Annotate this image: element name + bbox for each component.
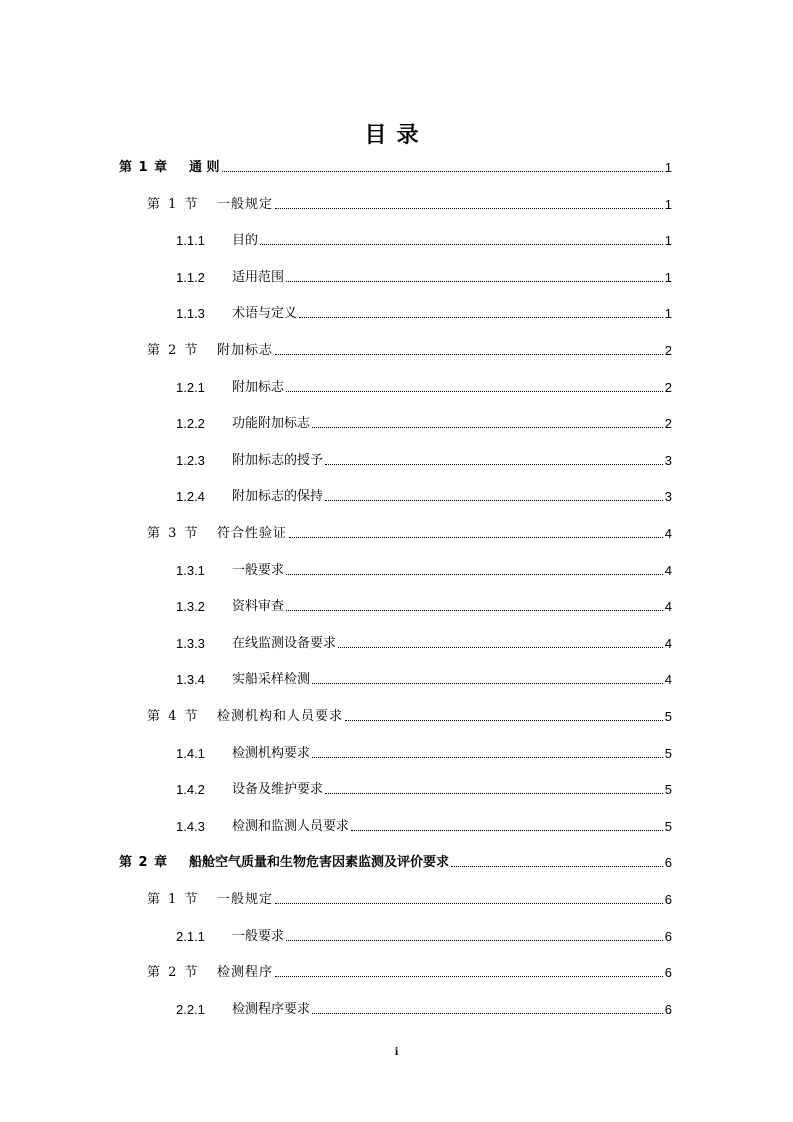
toc-entry-title: 符合性验证 — [217, 526, 288, 541]
toc-entry-title: 一般规定 — [217, 892, 274, 907]
toc-entry[interactable] — [147, 961, 672, 981]
toc-entry-number: 1.2.4 — [176, 489, 205, 505]
toc-entry-page: 4 — [664, 526, 672, 541]
toc-entry-number: 1.2.1 — [176, 379, 205, 395]
toc-entry-title: 术语与定义 — [232, 306, 298, 322]
toc-entry-page: 6 — [664, 855, 672, 871]
toc-entry-page: 5 — [664, 782, 672, 798]
toc-dot-leader — [286, 390, 663, 392]
toc-entry-page: 1 — [664, 306, 672, 322]
toc-entry[interactable] — [176, 302, 672, 322]
toc-entry-title: 一般要求 — [232, 928, 285, 944]
toc-entry-number: 1.4.3 — [176, 818, 205, 834]
toc-entry[interactable] — [147, 705, 672, 725]
toc-entry[interactable] — [176, 266, 672, 286]
toc-dot-leader — [275, 975, 663, 977]
toc-entry-number: 2.1.1 — [176, 928, 205, 944]
toc-dot-leader — [351, 829, 663, 831]
toc-entry-number: 第 3 节 — [147, 526, 200, 541]
toc-entry[interactable] — [176, 998, 672, 1018]
toc-entry[interactable] — [119, 851, 672, 871]
toc-dot-leader — [275, 207, 663, 209]
toc-entry-page: 4 — [664, 599, 672, 615]
toc-entry-title: 附加标志 — [232, 379, 285, 395]
toc-entry-number: 1.4.2 — [176, 782, 205, 798]
toc-entry-title: 一般规定 — [217, 196, 274, 212]
toc-dot-leader — [275, 353, 663, 355]
toc-dot-leader — [275, 902, 663, 904]
toc-dot-leader — [325, 463, 663, 465]
toc-entry-number: 第 2 章 — [119, 855, 169, 871]
toc-entry[interactable] — [176, 632, 672, 652]
toc-entry-number: 1.1.1 — [176, 233, 205, 249]
toc-entry-title: 检测和监测人员要求 — [232, 818, 350, 834]
toc-entry-page: 6 — [664, 892, 672, 907]
toc-entry-title: 附加标志 — [217, 343, 274, 358]
toc-entry[interactable] — [119, 156, 672, 176]
toc-dot-leader — [312, 426, 663, 428]
toc-entry-page: 4 — [664, 672, 672, 688]
toc-entry-number: 2.2.1 — [176, 1001, 205, 1017]
toc-entry-title: 附加标志的授予 — [232, 452, 324, 468]
toc-entry-number: 1.4.1 — [176, 745, 205, 761]
toc-dot-leader — [312, 1012, 663, 1014]
toc-entry[interactable] — [176, 742, 672, 762]
toc-entry-page: 5 — [664, 818, 672, 834]
toc-entry-page: 4 — [664, 635, 672, 651]
toc-entry[interactable] — [176, 815, 672, 835]
toc-entry-page: 1 — [664, 196, 672, 212]
toc-dot-leader — [286, 939, 663, 941]
toc-entry-title: 设备及维护要求 — [232, 782, 324, 798]
toc-dot-leader — [325, 792, 663, 794]
toc-entry-page: 6 — [664, 965, 672, 981]
toc-entry-title: 功能附加标志 — [232, 416, 311, 432]
toc-entry-page: 2 — [664, 416, 672, 432]
toc-entry-title: 适用范围 — [232, 269, 285, 285]
toc-entry-number: 第 1 章 — [119, 160, 169, 175]
toc-entry[interactable] — [176, 412, 672, 432]
toc-entry-page: 5 — [664, 745, 672, 761]
toc-entry-number: 第 1 节 — [147, 892, 200, 907]
toc-entry[interactable] — [147, 522, 672, 542]
toc-entry-number: 1.3.1 — [176, 562, 205, 578]
toc-dot-leader — [325, 499, 663, 501]
toc-entry-title: 检测机构要求 — [232, 745, 311, 761]
toc-dot-leader — [345, 719, 663, 721]
toc-entry[interactable] — [147, 193, 672, 213]
toc-entry-title: 一般要求 — [232, 562, 285, 578]
toc-entry[interactable] — [176, 668, 672, 688]
toc-entry-page: 3 — [664, 452, 672, 468]
toc-entry[interactable] — [176, 559, 672, 579]
toc-entry[interactable] — [176, 925, 672, 945]
toc-entry-page: 1 — [664, 233, 672, 249]
toc-entry[interactable] — [147, 888, 672, 908]
toc-entry-title: 附加标志的保持 — [232, 489, 324, 505]
toc-entry-page: 6 — [664, 928, 672, 944]
toc-entry-page: 4 — [664, 562, 672, 578]
toc-entry-number: 1.1.3 — [176, 306, 205, 322]
toc-entry-number: 1.3.4 — [176, 672, 205, 688]
toc-entry-number: 第 2 节 — [147, 965, 200, 981]
toc-entry-page: 1 — [664, 269, 672, 285]
toc-entry-title: 检测程序 — [217, 965, 274, 981]
toc-entry-title: 实船采样检测 — [232, 672, 311, 688]
toc-entry-number: 第 1 节 — [147, 196, 200, 212]
toc-dot-leader — [312, 682, 663, 684]
toc-entry-number: 1.2.2 — [176, 416, 205, 432]
toc-entry-number: 1.3.3 — [176, 635, 205, 651]
toc-entry-page: 5 — [664, 709, 672, 724]
toc-entry-page: 1 — [664, 160, 672, 175]
toc-entry-title: 目的 — [232, 233, 259, 249]
toc-entry-number: 1.2.3 — [176, 452, 205, 468]
toc-entry-page: 3 — [664, 489, 672, 505]
toc-entry-title: 通 则 — [189, 160, 220, 175]
toc-entry[interactable] — [176, 449, 672, 469]
toc-entry[interactable] — [176, 778, 672, 798]
toc-dot-leader — [338, 646, 663, 648]
toc-entry-title: 船舱空气质量和生物危害因素监测及评价要求 — [189, 855, 450, 871]
toc-dot-leader — [312, 756, 663, 758]
toc-dot-leader — [299, 316, 663, 318]
toc-dot-leader — [286, 609, 663, 611]
toc-entry[interactable] — [176, 485, 672, 505]
toc-entry-title: 资料审查 — [232, 599, 285, 615]
toc-dot-leader — [260, 243, 663, 245]
toc-entry-title: 在线监测设备要求 — [232, 635, 337, 651]
page-title: 目录 — [364, 123, 429, 148]
toc-entry-title: 检测机构和人员要求 — [217, 709, 344, 724]
toc-entry[interactable] — [176, 229, 672, 249]
toc-entry[interactable] — [147, 339, 672, 359]
footer-page-number: i — [394, 1044, 399, 1058]
toc-dot-leader — [289, 536, 663, 538]
toc-entry-number: 1.3.2 — [176, 599, 205, 615]
toc-entry-number: 1.1.2 — [176, 269, 205, 285]
toc-entry-page: 2 — [664, 343, 672, 358]
toc-dot-leader — [222, 170, 663, 172]
toc-entry-number: 第 2 节 — [147, 343, 200, 358]
toc-entry-page: 2 — [664, 379, 672, 395]
toc-entry-title: 检测程序要求 — [232, 1001, 311, 1017]
toc-dot-leader — [286, 573, 663, 575]
toc-entry[interactable] — [176, 595, 672, 615]
toc-dot-leader — [451, 865, 663, 867]
toc-dot-leader — [286, 280, 663, 282]
toc-entry[interactable] — [176, 376, 672, 396]
toc-entry-number: 第 4 节 — [147, 709, 200, 724]
toc-entry-page: 6 — [664, 1001, 672, 1017]
